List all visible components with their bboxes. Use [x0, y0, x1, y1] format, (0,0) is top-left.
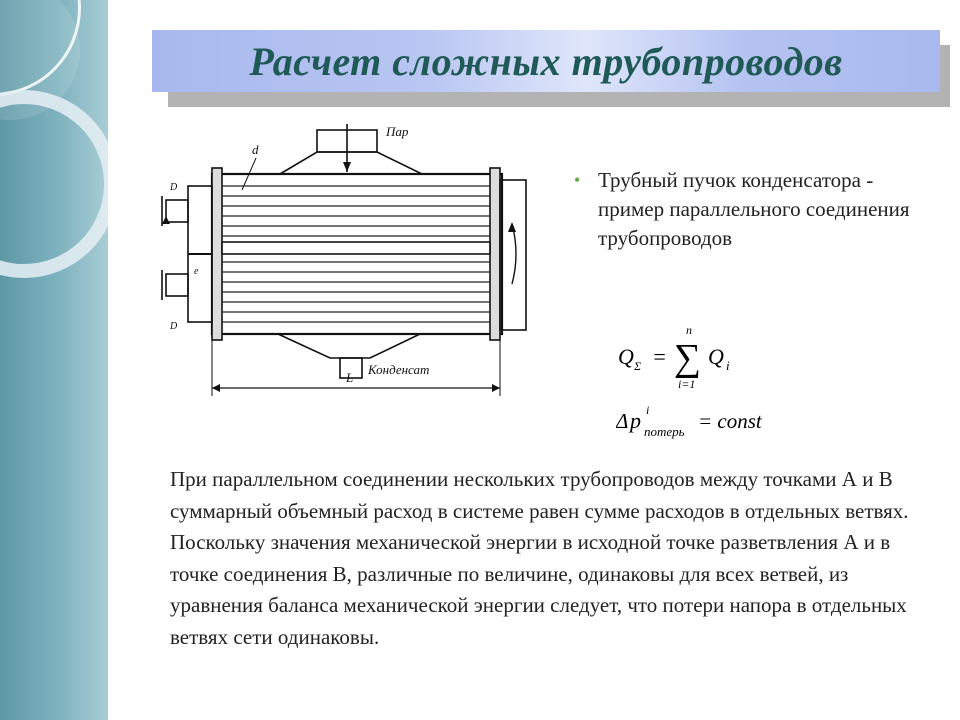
- right-water-box: [500, 180, 526, 330]
- partition-plate: [222, 242, 490, 254]
- condensate-label: Конденсат: [368, 362, 430, 377]
- p-superscript: i: [646, 403, 650, 417]
- sum-symbol: ∑: [674, 337, 702, 379]
- p-subscript: потерь: [644, 424, 685, 439]
- slide-title: Расчет сложных трубопроводов: [249, 38, 843, 84]
- bullet-marker: •: [574, 170, 581, 190]
- tube-sheet-left: [212, 168, 222, 340]
- left-decorative-band: [0, 0, 108, 720]
- formula-sum-flow: [616, 322, 816, 392]
- steam-label: Пар: [386, 124, 409, 139]
- delta-symbol: Δ: [616, 409, 629, 433]
- top-hood: [280, 152, 422, 174]
- const-rhs: = const: [698, 409, 762, 433]
- tube-sheet-right: [490, 168, 500, 340]
- water-outlet-pipe: [166, 200, 188, 222]
- bottom-hopper: [278, 334, 420, 358]
- bullet-item: [574, 166, 944, 253]
- condenser-diagram: [160, 124, 560, 414]
- e-label: e: [194, 266, 199, 277]
- sum-lower-limit: i=1: [678, 377, 696, 391]
- diameter-d-label: d: [252, 142, 259, 157]
- title-bar: [152, 30, 940, 92]
- body-paragraph: При параллельном соединении нескольких трубопроводов между точками А и В суммарный объемный расход в системе равен сумме расходов в отдельных ветвях. Поскольку значения механической энергии в исходной точке разветвления А и в точке соединения В, различные по величине, одинаковы для всех ветвей, из уравнения баланса механической энергии следует, что потери напора в отдельных ветвях сети одинаковы.: [170, 467, 909, 649]
- p-symbol: p: [630, 408, 641, 433]
- sigma-subscript: Σ: [634, 359, 642, 373]
- water-inlet-pipe: [166, 274, 188, 296]
- d-top-label: D: [170, 182, 178, 193]
- decorative-ring-middle: [0, 90, 108, 278]
- d-bottom-label: D: [170, 321, 178, 332]
- equals-sign: =: [652, 344, 667, 369]
- bullet-text: Трубный пучок конденсатора - пример параллельного соединения трубопроводов: [598, 168, 910, 250]
- qi-symbol: Q: [708, 344, 724, 369]
- sum-upper-limit: n: [686, 323, 692, 337]
- qi-subscript: i: [726, 358, 730, 373]
- formula-pressure-loss: [616, 402, 836, 442]
- q-symbol: Q: [618, 344, 634, 369]
- length-l-label: L: [346, 370, 354, 385]
